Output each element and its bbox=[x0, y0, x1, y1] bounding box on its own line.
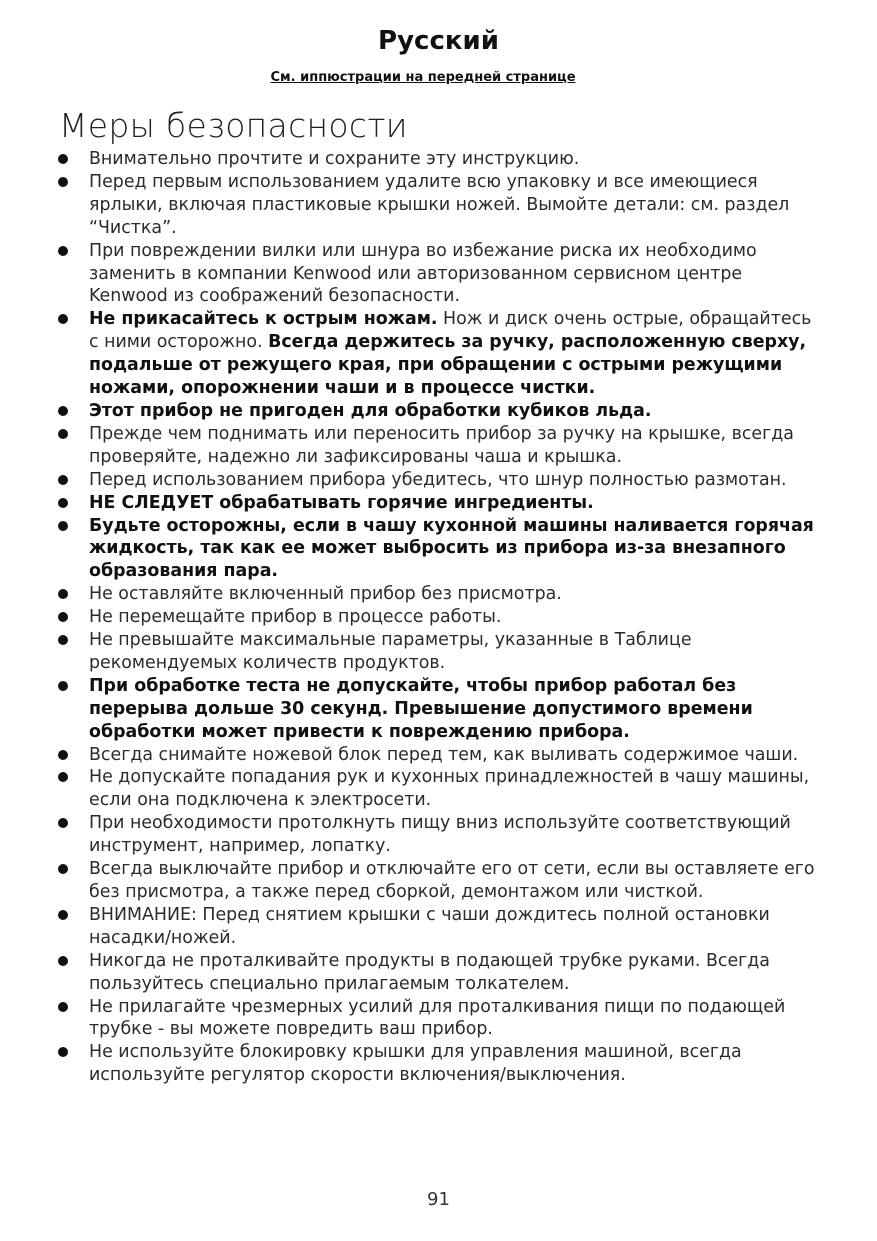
safety-rule-item bbox=[55, 950, 815, 996]
illustrations-note: См. иппюстрации на передней странице bbox=[270, 70, 576, 85]
section-title: Меры безопасности bbox=[59, 106, 408, 145]
page-number: 91 bbox=[427, 1189, 450, 1210]
safety-rule-item bbox=[55, 400, 815, 423]
rule-text: Не допускайте попадания рук и кухонных принадлежностей в чашу машины, если она подключена к электросети. bbox=[89, 767, 810, 811]
safety-rule-item bbox=[55, 812, 815, 858]
safety-rule-item bbox=[55, 515, 815, 584]
safety-rule-item bbox=[55, 308, 815, 400]
safety-rule-item bbox=[55, 423, 815, 469]
safety-rule-item bbox=[55, 171, 815, 240]
safety-rule-item bbox=[55, 766, 815, 812]
rule-text: При повреждении вилки или шнура во избежание риска их необходимо заменить в компании Kenwood или авторизованном сервисном центре Kenwood из соображений безопасности. bbox=[89, 240, 757, 307]
language-title: Русский bbox=[378, 26, 499, 56]
safety-rule-item bbox=[55, 675, 815, 744]
rule-text: Перед использованием прибора убедитесь, что шнур полностью размотан. bbox=[89, 469, 787, 490]
safety-rule-item bbox=[55, 240, 815, 309]
safety-rule-item bbox=[55, 996, 815, 1042]
rule-text: ВНИМАНИЕ: Перед снятием крышки с чаши дождитесь полной остановки насадки/ножей. bbox=[89, 904, 770, 948]
rule-text: Никогда не проталкивайте продукты в подающей трубке руками. Всегда пользуйтесь специально прилагаемым толкателем. bbox=[89, 950, 770, 994]
rule-text: Не прилагайте чрезмерных усилий для проталкивания пищи по подающей трубке - вы можете повредить ваш прибор. bbox=[89, 996, 786, 1040]
rule-text-emphasis: Не прикасайтесь к острым ножам. bbox=[89, 309, 438, 330]
safety-rule-item bbox=[55, 858, 815, 904]
rule-text-emphasis: Будьте осторожны, если в чашу кухонной машины наливается горячая жидкость, так как ее может выбросить из прибора из-за внезапного образования пара. bbox=[89, 515, 814, 582]
rule-text-emphasis: НЕ СЛЕДУЕТ обрабатывать горячие ингредиенты. bbox=[89, 492, 594, 513]
safety-rule-item bbox=[55, 469, 815, 492]
rule-text-emphasis: Этот прибор не пригоден для обработки кубиков льда. bbox=[89, 400, 652, 421]
safety-rule-item bbox=[55, 904, 815, 950]
rule-text-emphasis: Всегда держитесь за ручку, расположенную сверху, подальше от режущего края, при обращении с острыми режущими ножами, опорожнении чаши и в процессе чистки. bbox=[89, 332, 807, 399]
safety-rules-list bbox=[55, 148, 815, 1087]
rule-text: Всегда снимайте ножевой блок перед тем, как выливать содержимое чаши. bbox=[89, 744, 799, 765]
safety-rule-item bbox=[55, 583, 815, 606]
rule-text: Не превышайте максимальные параметры, указанные в Таблице рекомендуемых количеств продуктов. bbox=[89, 630, 692, 673]
rule-text: Прежде чем поднимать или переносить прибор за ручку на крышке, всегда проверяйте, надежно ли зафиксированы чаша и крышка. bbox=[89, 423, 794, 467]
safety-rule-item bbox=[55, 629, 815, 675]
rule-text: Не перемещайте прибор в процессе работы. bbox=[89, 607, 502, 628]
rule-text: Не используйте блокировку крышки для управления машиной, всегда используйте регулятор скорости включения/выключения. bbox=[89, 1042, 742, 1086]
rule-text: Внимательно прочтите и сохраните эту инструкцию. bbox=[89, 149, 580, 169]
rule-text: Перед первым использованием удалите всю упаковку и все имеющиеся ярлыки, включая пластиковые крышки ножей. Вымойте детали: см. раздел “Чистка”. bbox=[89, 171, 790, 238]
safety-rule-item bbox=[55, 492, 815, 515]
rule-text: При необходимости протолкнуть пищу вниз используйте соответствующий инструмент, например, лопатку. bbox=[89, 813, 791, 857]
safety-rule-item bbox=[55, 606, 815, 629]
rule-text: Не оставляйте включенный прибор без присмотра. bbox=[89, 584, 562, 605]
rule-text: Всегда выключайте прибор и отключайте его от сети, если вы оставляете его без присмотра, а также перед сборкой, демонтажом или чисткой. bbox=[89, 859, 815, 902]
safety-rule-item bbox=[55, 148, 815, 171]
safety-rule-item bbox=[55, 744, 815, 767]
safety-rule-item bbox=[55, 1041, 815, 1087]
rule-text: Нож и диск очень острые, обращайтесь с ними осторожно. bbox=[89, 309, 812, 353]
rule-text-emphasis: При обработке теста не допускайте, чтобы прибор работал без перерыва дольше 30 секунд. Превышение допустимого времени обработки может привести к повреждению прибора. bbox=[89, 675, 753, 742]
